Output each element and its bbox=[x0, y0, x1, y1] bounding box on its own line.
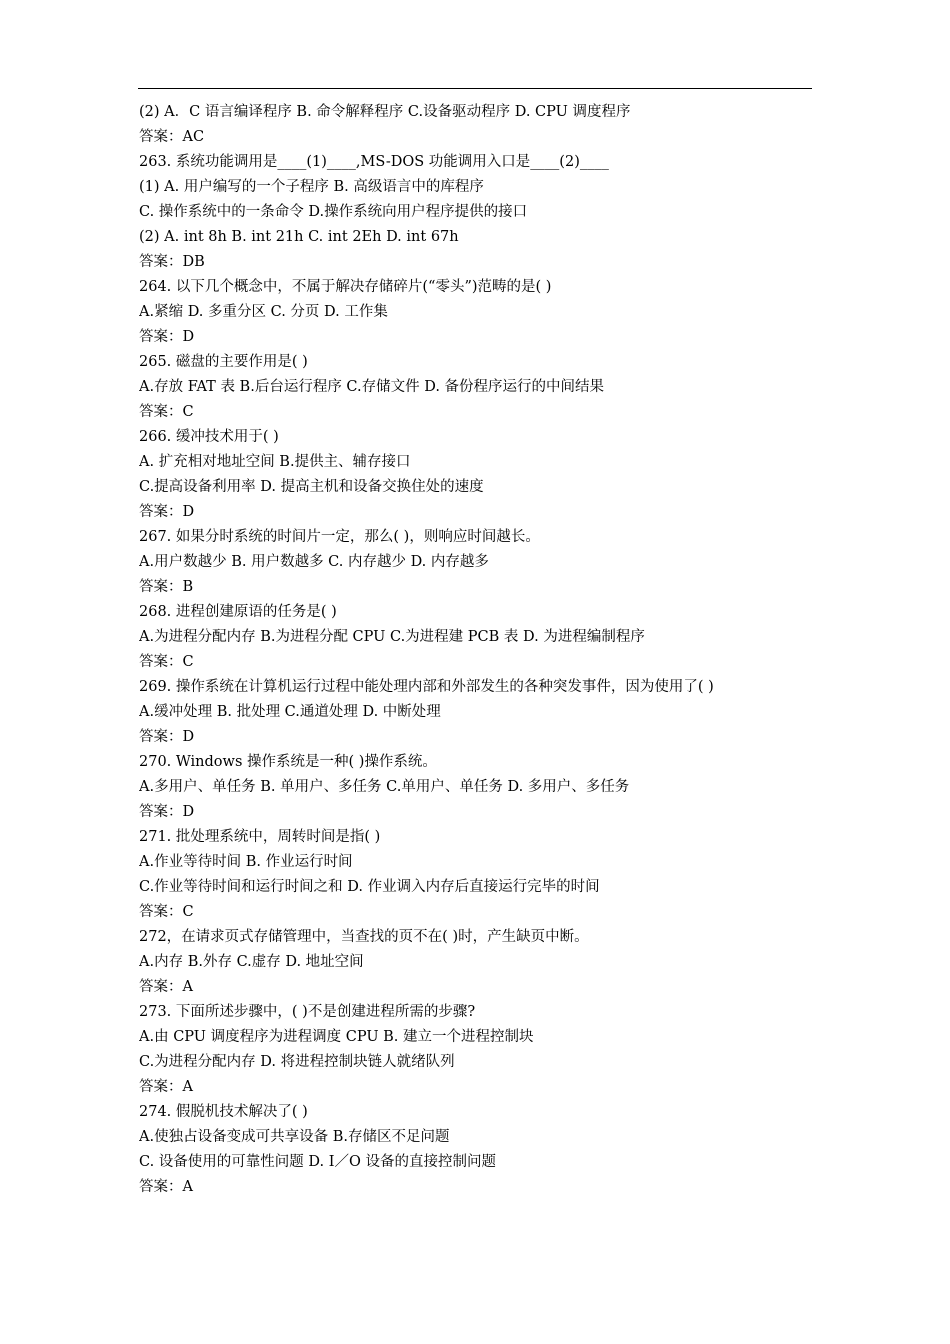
question-line: 267. 如果分时系统的时间片一定，那么( )，则响应时间越长。 bbox=[139, 529, 540, 545]
question-line: 263. 系统功能调用是____(1)____,MS-DOS 功能调用入口是____(2)____ bbox=[139, 154, 609, 170]
option-line: C.为进程分配内存 D. 将进程控制块链人就绪队列 bbox=[139, 1054, 455, 1070]
option-line: C.作业等待时间和运行时间之和 D. 作业调入内存后直接运行完毕的时间 bbox=[139, 879, 600, 895]
option-line: C.提高设备利用率 D. 提高主机和设备交换住处的速度 bbox=[139, 479, 484, 495]
option-line: A. 扩充相对地址空间 B.提供主、辅存接口 bbox=[139, 454, 411, 470]
option-line: A.缓冲处理 B. 批处理 C.通道处理 D. 中断处理 bbox=[139, 704, 441, 720]
question-line: 264. 以下几个概念中，不属于解决存储碎片(“零头”)范畴的是( ) bbox=[139, 279, 552, 295]
question-line: 272，在请求页式存储管理中，当查找的页不在( )时，产生缺页中断。 bbox=[139, 929, 589, 945]
question-list bbox=[139, 100, 829, 1200]
option-line: (2) A. int 8h B. int 21h C. int 2Eh D. int 67h bbox=[139, 229, 459, 245]
option-line: A.使独占设备变成可共享设备 B.存储区不足问题 bbox=[139, 1129, 450, 1145]
option-line: A.内存 B.外存 C.虚存 D. 地址空间 bbox=[139, 954, 364, 970]
answer-line: 答案：C bbox=[139, 404, 194, 420]
option-line: A.作业等待时间 B. 作业运行时间 bbox=[139, 854, 353, 870]
answer-line: 答案：B bbox=[139, 579, 194, 595]
header-rule bbox=[138, 88, 812, 89]
answer-line: 答案：D bbox=[139, 329, 195, 345]
option-line: A.存放 FAT 表 B.后台运行程序 C.存储文件 D. 备份程序运行的中间结果 bbox=[139, 379, 605, 395]
answer-line: 答案：C bbox=[139, 904, 194, 920]
question-line: 273. 下面所述步骤中，( )不是创建进程所需的步骤? bbox=[139, 1004, 476, 1020]
option-line: (2) A．C 语言编译程序 B. 命令解释程序 C.设备驱动程序 D. CPU 调度程序 bbox=[139, 104, 631, 120]
question-line: 268. 进程创建原语的任务是( ) bbox=[139, 604, 337, 620]
answer-line: 答案：D bbox=[139, 804, 195, 820]
option-line: A.由 CPU 调度程序为进程调度 CPU B. 建立一个进程控制块 bbox=[139, 1029, 534, 1045]
question-line: 274. 假脱机技术解决了( ) bbox=[139, 1104, 308, 1120]
option-line: (1) A. 用户编写的一个子程序 B. 高级语言中的库程序 bbox=[139, 179, 484, 195]
option-line: A.为进程分配内存 B.为进程分配 CPU C.为进程建 PCB 表 D. 为进程编制程序 bbox=[139, 629, 645, 645]
question-line: 265. 磁盘的主要作用是( ) bbox=[139, 354, 308, 370]
answer-line: 答案：C bbox=[139, 654, 194, 670]
answer-line: 答案：A bbox=[139, 1179, 193, 1195]
answer-line: 答案：A bbox=[139, 979, 193, 995]
answer-line: 答案：A bbox=[139, 1079, 193, 1095]
answer-line: 答案：D bbox=[139, 504, 195, 520]
question-line: 270. Windows 操作系统是一种( )操作系统。 bbox=[139, 754, 437, 770]
option-line: C. 操作系统中的一条命令 D.操作系统向用户程序提供的接口 bbox=[139, 204, 528, 220]
answer-line: 答案：D bbox=[139, 729, 195, 745]
option-line: A.多用户、单任务 B. 单用户、多任务 C.单用户、单任务 D. 多用户、多任务 bbox=[139, 779, 630, 795]
question-line: 269. 操作系统在计算机运行过程中能处理内部和外部发生的各种突发事件，因为使用了( ) bbox=[139, 679, 714, 695]
option-line: A.用户数越少 B. 用户数越多 C. 内存越少 D. 内存越多 bbox=[139, 554, 489, 570]
question-line: 266. 缓冲技术用于( ) bbox=[139, 429, 279, 445]
answer-line: 答案：AC bbox=[139, 129, 205, 145]
option-line: C. 设备使用的可靠性问题 D. I／O 设备的直接控制问题 bbox=[139, 1154, 496, 1170]
question-line: 271. 批处理系统中，周转时间是指( ) bbox=[139, 829, 381, 845]
answer-line: 答案：DB bbox=[139, 254, 205, 270]
option-line: A.紧缩 D. 多重分区 C. 分页 D. 工作集 bbox=[139, 304, 388, 320]
